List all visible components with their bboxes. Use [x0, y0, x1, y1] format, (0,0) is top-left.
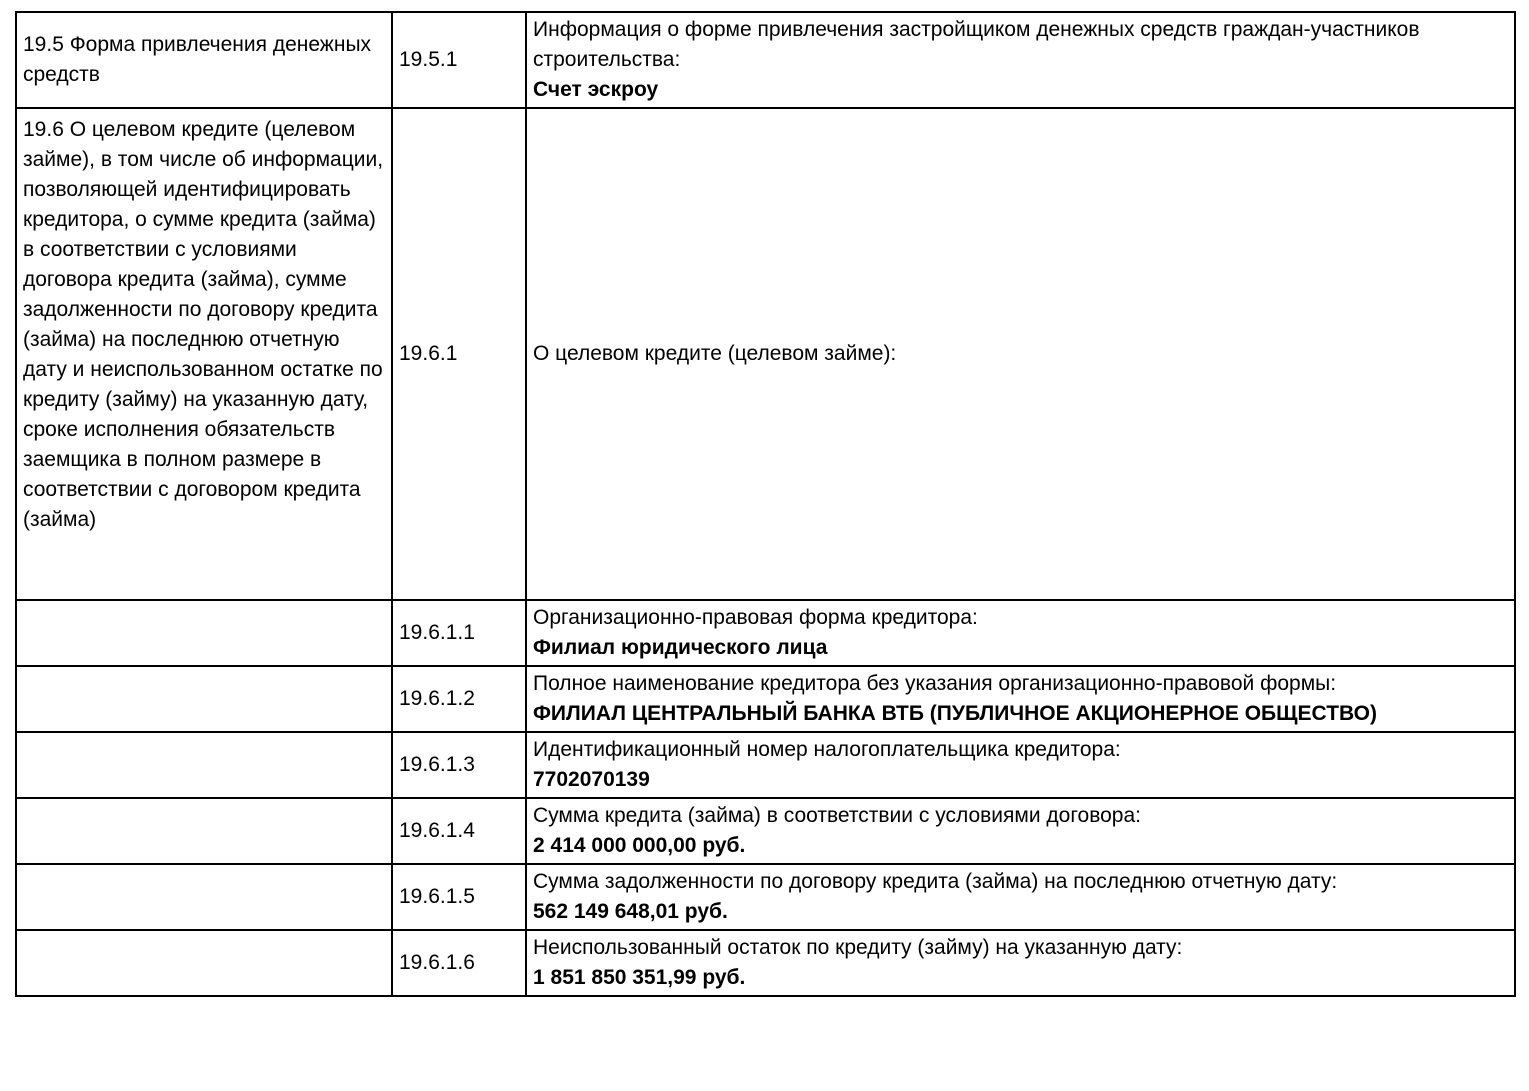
field-value: 562 149 648,01 руб.: [533, 900, 728, 923]
section-cell: [16, 798, 392, 864]
section-cell: [16, 732, 392, 798]
number-cell: 19.6.1: [392, 108, 526, 600]
field-label: Идентификационный номер налогоплательщика кредитора:: [533, 738, 1121, 761]
content-cell: [526, 600, 1515, 666]
field-label: О целевом кредите (целевом займе):: [533, 342, 897, 365]
table-row: [16, 12, 1515, 108]
table-row: [16, 930, 1515, 996]
field-label: Неиспользованный остаток по кредиту (займу) на указанную дату:: [533, 936, 1183, 959]
table-row: [16, 666, 1515, 732]
field-value: Филиал юридического лица: [533, 636, 828, 659]
content-cell: [526, 732, 1515, 798]
number-cell: 19.6.1.3: [392, 732, 526, 798]
field-label: Сумма задолженности по договору кредита (займа) на последнюю отчетную дату:: [533, 870, 1338, 893]
field-label: Сумма кредита (займа) в соответствии с условиями договора:: [533, 804, 1141, 827]
table-row: [16, 864, 1515, 930]
field-value: 1 851 850 351,99 руб.: [533, 966, 746, 989]
content-cell: [526, 12, 1515, 108]
section-cell: [16, 666, 392, 732]
content-cell: [526, 798, 1515, 864]
table-row: [16, 732, 1515, 798]
number-cell: 19.6.1.6: [392, 930, 526, 996]
field-label: Информация о форме привлечения застройщиком денежных средств граждан-участников строительства:: [533, 18, 1420, 71]
number-cell: 19.6.1.1: [392, 600, 526, 666]
field-label: Полное наименование кредитора без указания организационно-правовой формы:: [533, 672, 1337, 695]
field-value: 7702070139: [533, 768, 650, 791]
declaration-table: [15, 11, 1516, 997]
section-cell: 19.5 Форма привлечения денежных средств: [16, 12, 392, 108]
number-cell: 19.6.1.2: [392, 666, 526, 732]
content-cell: [526, 864, 1515, 930]
content-cell: [526, 666, 1515, 732]
table-row: [16, 108, 1515, 600]
table-row: [16, 798, 1515, 864]
section-cell: 19.6 О целевом кредите (целевом займе), в том числе об информации, позволяющей идентифицировать кредитора, о сумме кредита (займа) в соответствии с условиями договора кредита (займа), сумме задолженности по договору кредита (займа) на последнюю отчетную дату и неиспользованном остатке по кредиту (займу) на указанную дату, сроке исполнения обязательств заемщика в полном размере в соответствии с договором кредита (займа): [16, 108, 392, 600]
section-cell: [16, 864, 392, 930]
section-cell: [16, 600, 392, 666]
field-value: ФИЛИАЛ ЦЕНТРАЛЬНЫЙ БАНКА ВТБ (ПУБЛИЧНОЕ АКЦИОНЕРНОЕ ОБЩЕСТВО): [533, 702, 1377, 725]
content-cell: [526, 108, 1515, 600]
field-value: 2 414 000 000,00 руб.: [533, 834, 746, 857]
number-cell: 19.6.1.4: [392, 798, 526, 864]
table-row: [16, 600, 1515, 666]
field-label: Организационно-правовая форма кредитора:: [533, 606, 978, 629]
section-cell: [16, 930, 392, 996]
number-cell: 19.6.1.5: [392, 864, 526, 930]
content-cell: [526, 930, 1515, 996]
number-cell: 19.5.1: [392, 12, 526, 108]
field-value: Счет эскроу: [533, 78, 659, 101]
